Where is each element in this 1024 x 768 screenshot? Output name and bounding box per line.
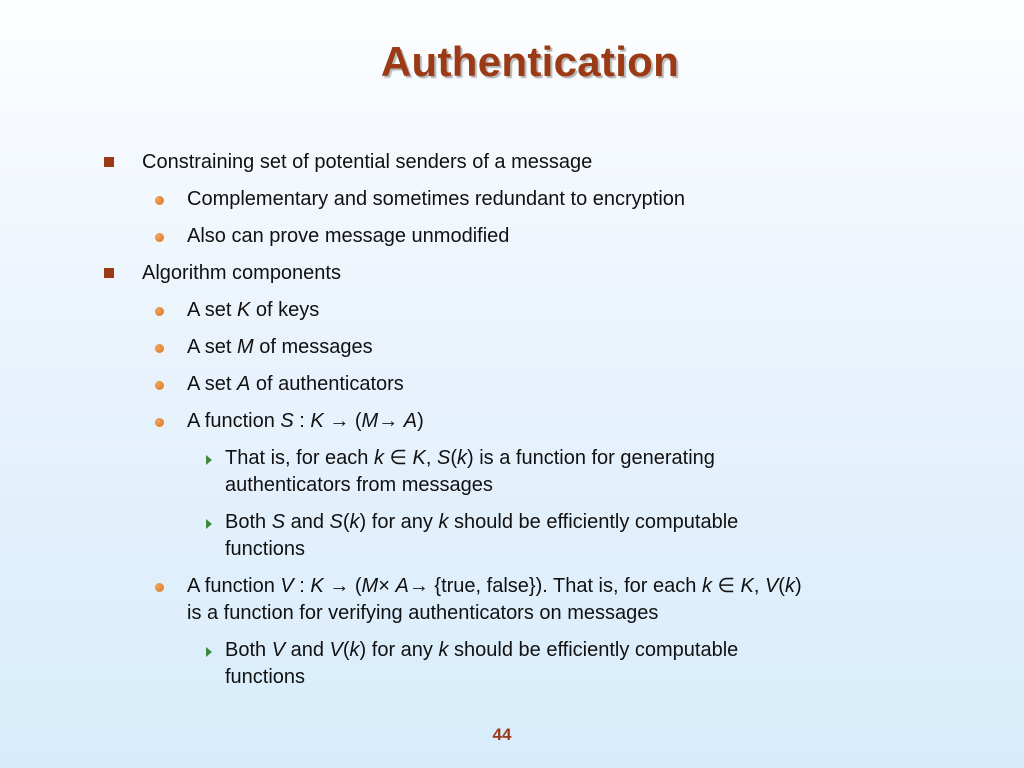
bullet-set-authenticators: A set A of authenticators	[187, 373, 404, 395]
sub-bullet-s-generating: That is, for each k ∈ K, S(k) is a function for generating	[225, 447, 715, 469]
slide-title: Authentication	[380, 38, 680, 85]
sub-bullet-v-computable-cont: functions	[225, 666, 306, 688]
circle-bullet-icon	[155, 583, 164, 592]
circle-bullet-icon	[155, 344, 164, 353]
triangle-bullet-icon	[206, 519, 212, 529]
circle-bullet-icon	[155, 307, 164, 316]
circle-bullet-icon	[155, 418, 164, 427]
bullet-function-s: A function S : K → (M→ A)	[187, 410, 424, 432]
sub-bullet-v-computable: Both V and V(k) for any k should be efficiently computable	[225, 639, 739, 661]
triangle-bullet-icon	[206, 455, 212, 465]
square-bullet-icon	[104, 268, 114, 278]
sub-bullet-s-generating-cont: authenticators from messages	[225, 474, 493, 496]
bullet-prove-unmodified: Also can prove message unmodified	[187, 225, 510, 247]
bullet-function-v-cont: is a function for verifying authenticators on messages	[187, 602, 659, 624]
triangle-bullet-icon	[206, 647, 212, 657]
circle-bullet-icon	[155, 196, 164, 205]
bullet-algorithm-components: Algorithm components	[142, 262, 341, 284]
circle-bullet-icon	[155, 233, 164, 242]
square-bullet-icon	[104, 157, 114, 167]
bullet-constraining: Constraining set of potential senders of a message	[142, 151, 593, 173]
sub-bullet-s-computable-cont: functions	[225, 538, 306, 560]
circle-bullet-icon	[155, 381, 164, 390]
sub-bullet-s-computable: Both S and S(k) for any k should be efficiently computable	[225, 511, 739, 533]
bullet-set-keys: A set K of keys	[187, 299, 320, 321]
bullet-complementary: Complementary and sometimes redundant to encryption	[187, 188, 686, 210]
bullet-set-messages: A set M of messages	[187, 336, 373, 358]
page-number: 44	[492, 725, 512, 744]
bullet-function-v: A function V : K → (M× A→ {true, false}). That is, for each k ∈ K, V(k)	[187, 575, 802, 597]
